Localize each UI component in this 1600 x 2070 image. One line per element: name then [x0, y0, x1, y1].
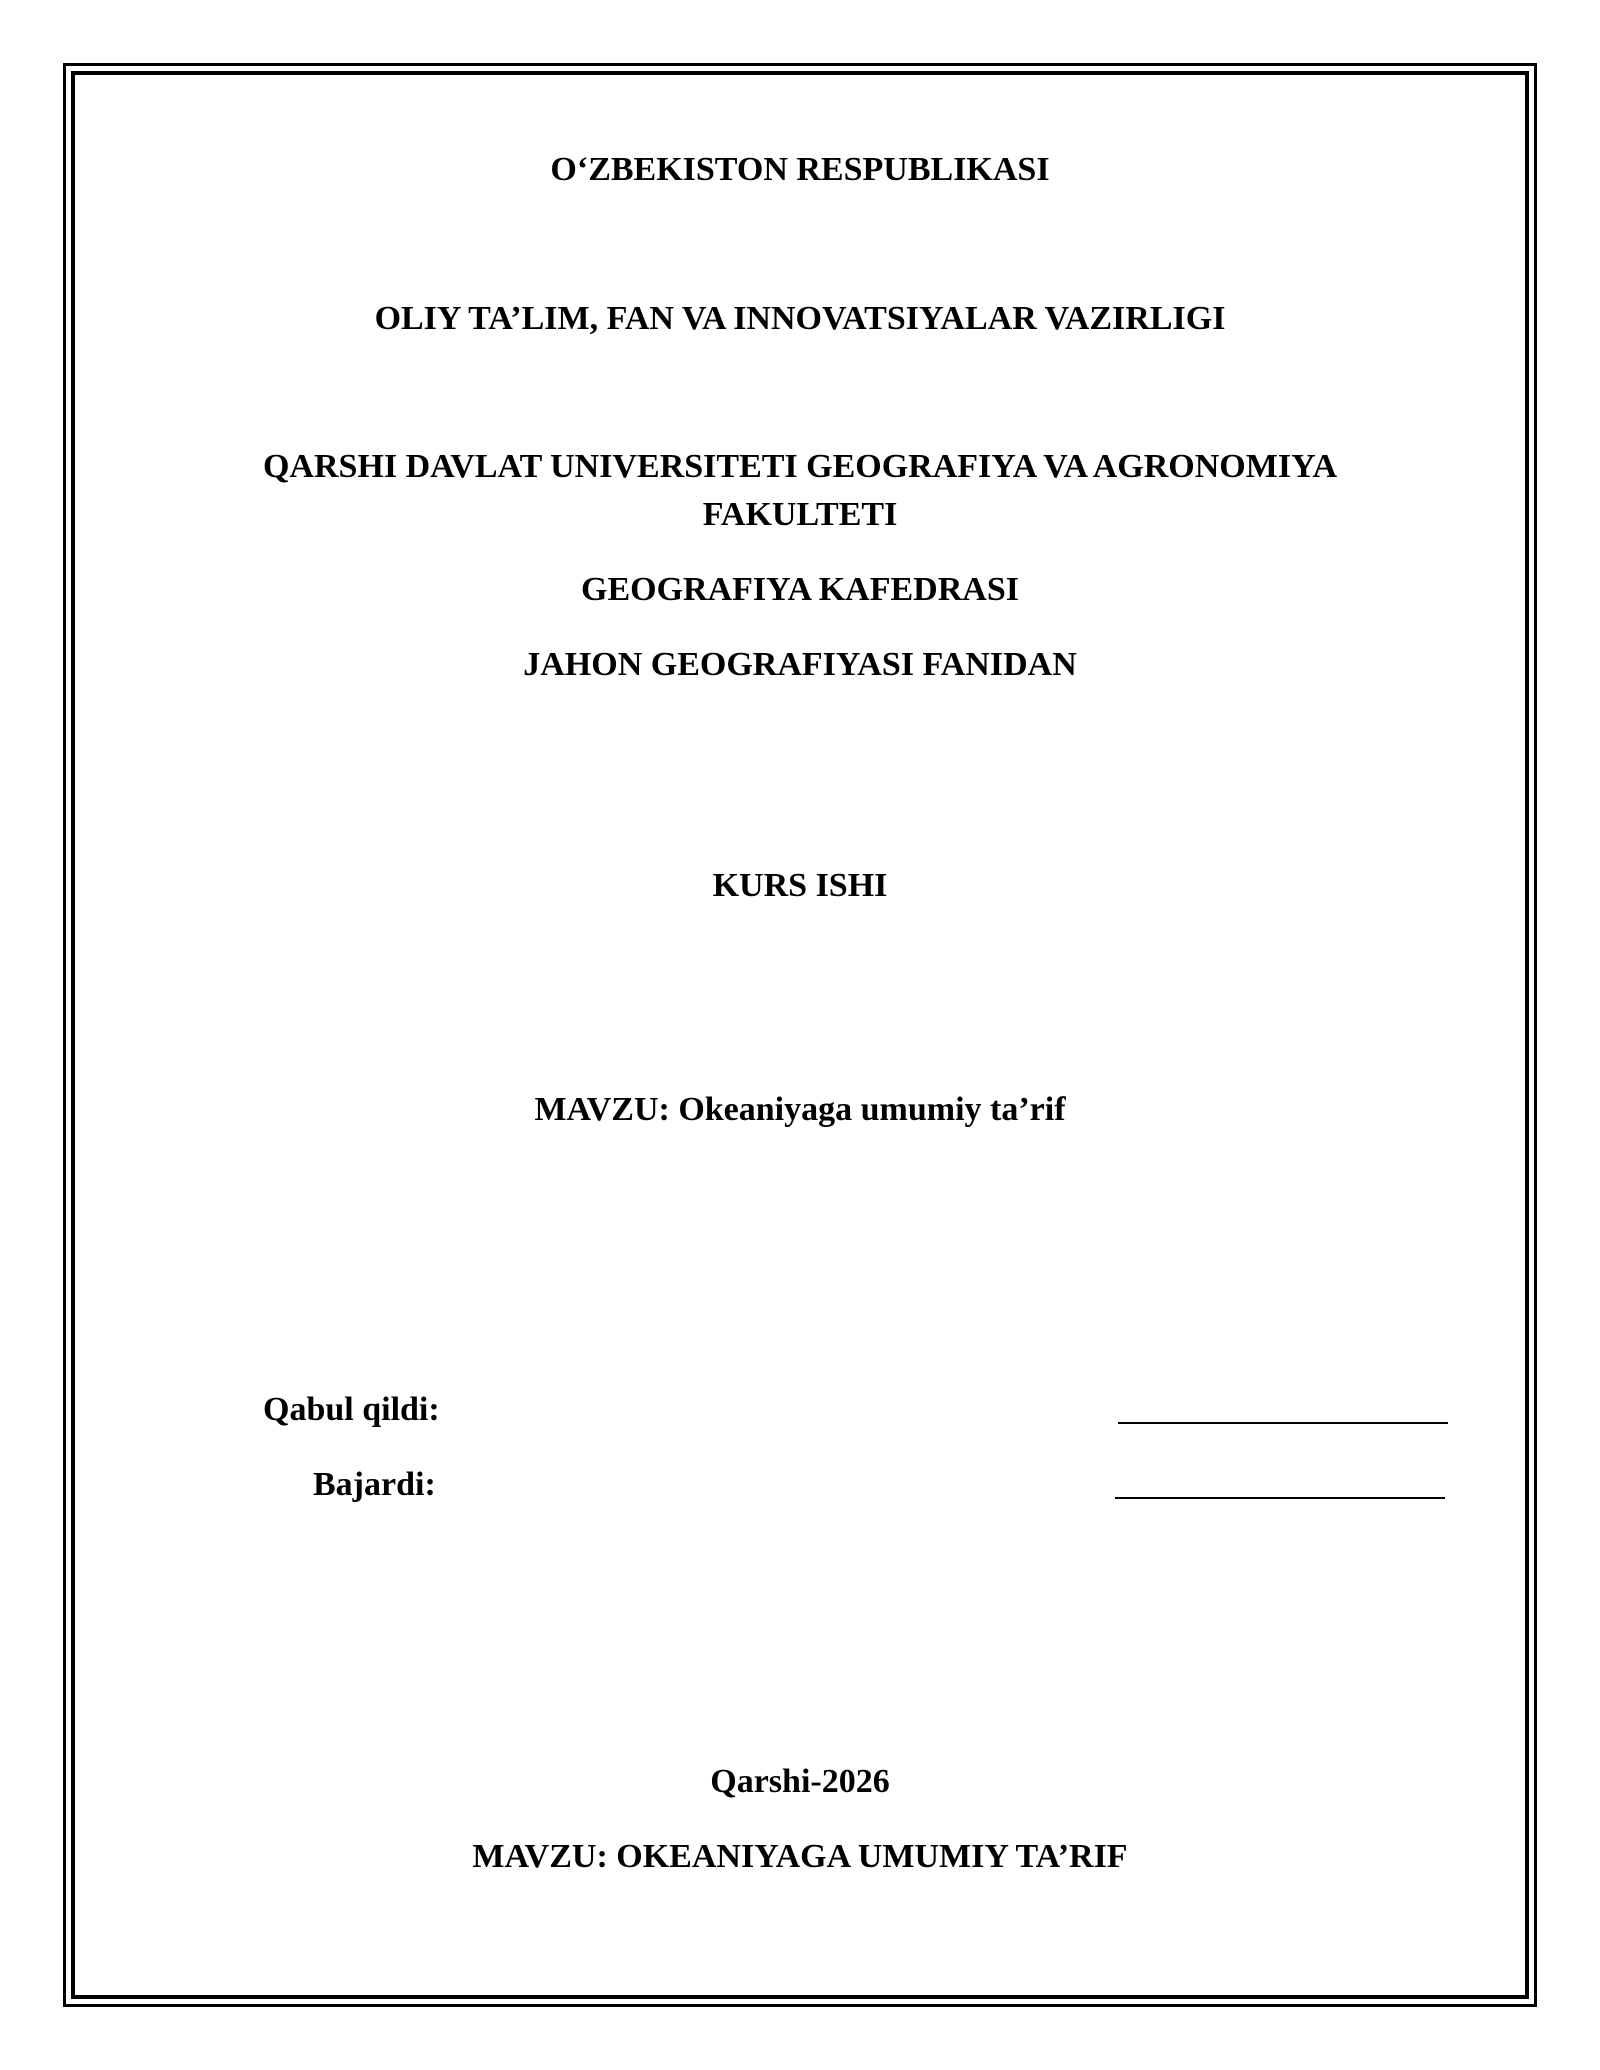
- performed-by-label: Bajardi:: [313, 1466, 436, 1503]
- department-heading: GEOGRAFIYA KAFEDRASI: [581, 571, 1019, 608]
- performed-by-signature-line: [1115, 1497, 1445, 1499]
- ministry-heading: OLIY TA’LIM, FAN VA INNOVATSIYALAR VAZIRLIGI: [374, 300, 1226, 337]
- footer-topic: MAVZU: OKEANIYAGA UMUMIY TA’RIF: [472, 1838, 1128, 1875]
- accepted-by-label: Qabul qildi:: [263, 1391, 440, 1428]
- republic-heading: O‘ZBEKISTON RESPUBLIKASI: [550, 151, 1050, 188]
- work-type-title: KURS ISHI: [712, 867, 888, 904]
- city-year: Qarshi-2026: [710, 1763, 890, 1800]
- subject-heading: JAHON GEOGRAFIYASI FANIDAN: [523, 646, 1077, 683]
- university-heading-line2: FAKULTETI: [702, 496, 898, 533]
- page-border-inner: [71, 71, 1529, 1999]
- topic-line: MAVZU: Okeaniyaga umumiy ta’rif: [534, 1091, 1066, 1128]
- accepted-by-signature-line: [1118, 1422, 1448, 1424]
- university-heading-line1: QARSHI DAVLAT UNIVERSITETI GEOGRAFIYA VA AGRONOMIYA: [262, 448, 1338, 485]
